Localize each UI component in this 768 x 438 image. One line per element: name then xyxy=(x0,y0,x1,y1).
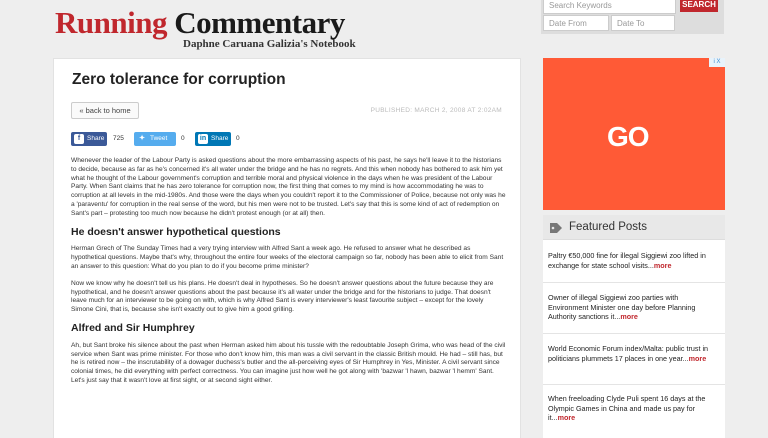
linkedin-icon: in xyxy=(199,135,207,142)
advertisement[interactable] xyxy=(543,58,725,210)
article-body xyxy=(71,157,507,394)
featured-post-text[interactable]: Owner of illegal Siggiewi zoo parties with Environment Minister one day before Planning Authority sanctions it... xyxy=(548,293,696,321)
divider xyxy=(543,333,725,334)
article-paragraph: Ah, but Sant broke his silence about the past when Herman asked him about his tussle with the redoubtable Joseph Grima, who was head of the civil service when Sant was prime minister. For those who don't know him, this man was a civil servant in the classic British mould. He had – still has, but he is retired now – the inscrutability of a dowager duchess's butler and the all-perceiving eyes of Sir Humphrey in Yes, Minister. A civil servant since colonial times, he did everything with perfect correctness. You can imagine just how well he got along with 'bazwar 'l hawn, bazwar 'l hemm' Sant. Let's just say that it wasn't love at first sight, or at second sight either. xyxy=(71,341,506,384)
featured-posts-title: Featured Posts xyxy=(569,221,647,233)
date-from-input[interactable]: Date From xyxy=(543,15,609,31)
more-link[interactable]: more xyxy=(688,353,707,363)
facebook-share-button[interactable] xyxy=(71,132,107,146)
more-link[interactable]: more xyxy=(653,260,672,270)
featured-post-text[interactable]: World Economic Forum index/Malta: public trust in politicians plummets 17 places in one year... xyxy=(548,344,709,363)
twitter-tweet-button[interactable] xyxy=(134,132,176,146)
linkedin-share-count: 0 xyxy=(236,135,240,142)
facebook-icon: f xyxy=(74,134,84,144)
more-link[interactable]: more xyxy=(557,413,576,422)
article-title: Zero tolerance for corruption xyxy=(72,71,286,88)
featured-post-text[interactable]: Paltry €50,000 fine for illegal Siggiewi zoo lifted in exchange for state school visits... xyxy=(548,251,706,270)
more-link[interactable]: more xyxy=(620,312,638,321)
share-bar xyxy=(71,132,511,148)
featured-post-item[interactable] xyxy=(548,293,720,322)
article-card xyxy=(53,58,521,438)
article-subheading: He doesn't answer hypothetical questions xyxy=(71,225,281,238)
published-date: PUBLISHED: MARCH 2, 2008 AT 2:02AM xyxy=(370,107,502,114)
featured-post-text[interactable]: When freeloading Clyde Puli spent 16 days at the Olympic Games in China and made us pay for it... xyxy=(548,394,706,422)
divider xyxy=(543,282,725,283)
featured-post-item[interactable] xyxy=(548,251,720,270)
site-logo[interactable] xyxy=(55,5,375,50)
twitter-share-count: 0 xyxy=(181,135,185,142)
twitter-icon: ✦ xyxy=(139,135,145,142)
linkedin-share-button[interactable] xyxy=(195,132,231,146)
featured-posts-header xyxy=(543,215,725,240)
featured-post-item[interactable] xyxy=(548,394,720,423)
linkedin-share-label: Share xyxy=(211,135,229,142)
site-subtitle: Daphne Caruana Galizia's Notebook xyxy=(183,38,356,50)
adchoices-icon[interactable]: i X xyxy=(709,58,725,67)
ad-go-logo: GO xyxy=(607,121,649,152)
back-to-home-button[interactable]: « back to home xyxy=(71,102,139,119)
featured-post-item[interactable] xyxy=(548,344,720,363)
logo-commentary-text: Commentary xyxy=(174,5,345,40)
search-input[interactable]: Search Keywords xyxy=(543,0,676,14)
tag-icon xyxy=(549,222,563,234)
twitter-tweet-label: Tweet xyxy=(150,135,168,142)
facebook-share-count: 725 xyxy=(113,135,124,142)
divider xyxy=(543,384,725,385)
article-subheading: Alfred and Sir Humphrey xyxy=(71,321,195,334)
facebook-share-label: Share xyxy=(87,135,105,142)
article-paragraph: Whenever the leader of the Labour Party is asked questions about the more embarrassing aspects of his past, he says he'll leave it to the historians to decide, because as far as he's concerned it's all water under the bridge and he has no regrets. And this when nobody has bothered to ask him yet what he thought of the Labour government's corruption and terrible moral and physical violence in the days when he was president of the Labour Party. When Sant claims that he has zero tolerance for corruption now, the first thing that comes to my mind is how accommodating he was to corruption at all levels in the mid-1980s. And those were the days when you couldn't report it to the Commissioner of Police, because not only was he a 'paraventu' for corruption in the real sense of the word, but his men were not to be trusted. Let's say that this is some kind of act of redemption on Sant's part – protesting too much now because he didn't protest enough (or at all) then. xyxy=(71,157,506,217)
featured-posts-panel xyxy=(543,215,725,438)
article-paragraph: Now we know why he doesn't tell us his plans. He doesn't deal in hypotheses. So he doesn't answer questions about the future because they are hypothetical, and he doesn't answer questions about the past because it's all water under the bridge and for the historians to judge. That doesn't leave much for an interviewer to be going on with, which is why Alfred Sant is every interviewer's least favourite subject – except for the lovely Simone Cini, that is, because she isn't exactly out to give him a good grilling. xyxy=(71,279,494,314)
article-paragraph: Herman Grech of The Sunday Times had a very trying interview with Alfred Sant a week ago. He refused to answer what he described as hypothetical questions. Maybe that's why, throughout the entire four weeks of the electoral campaign so far, nobody has been able to elicit from Sant an answer to this question: What do you plan to do if you become prime minister? xyxy=(71,245,504,270)
logo-running-text: Running xyxy=(55,5,167,40)
search-button[interactable]: SEARCH xyxy=(680,0,718,12)
date-to-input[interactable]: Date To xyxy=(611,15,675,31)
